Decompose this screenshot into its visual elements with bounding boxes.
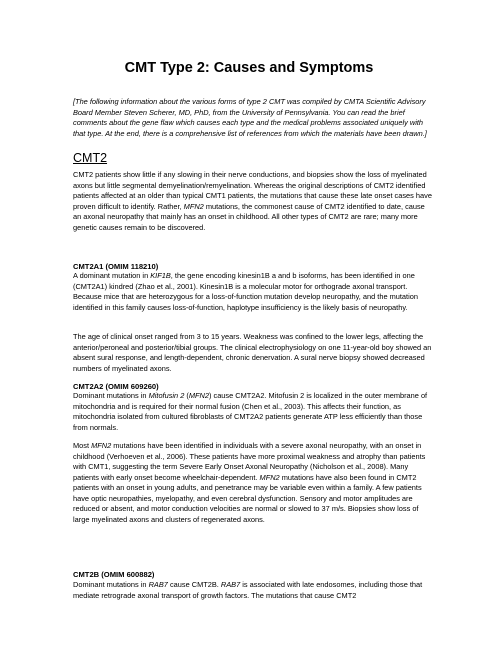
cmt2-paragraph: CMT2 patients show little if any slowing in their nerve conductions, and biopsies show the loss of myelinated axons but little segmental demyelination/remyelination. Whereas the original descriptions of CMT2 identified patients affected at an older than typical CMT1 patients, the mutations that cause these late onset cases have proven difficult to identify. Rather, MFN2 mutations, the commonest cause of CMT2 identified to date, cause an axonal neuropathy that mainly has an onset in childhood. All other types of CMT2 are rare; many more genetic causes remain to be discovered. xyxy=(73,170,432,232)
cmt2b-paragraph-1: Dominant mutations in RAB7 cause CMT2B. RAB7 is associated with late endosomes, including those that mediate retrograde axonal transport of growth factors. The mutations that cause CMT2 xyxy=(73,580,423,600)
subheading-cmt2b: CMT2B (OMIM 600882) xyxy=(73,570,155,579)
cmt2a1-paragraph-1: A dominant mutation in KIF1B, the gene encoding kinesin1B a and b isoforms, has been identified in one (CMT2A1) kindred (Zhao et al., 2001). Kinesin1B is a molecular motor for orthograde axonal transport. Because mice that are heterozygous for a loss-of-function mutation develop neuropathy, and the mutation identified in this family causes loss-of-function, haplotype insufficiency is the likely basis of neuropathy. xyxy=(73,271,418,312)
cmt2a2-paragraph-2: Most MFN2 mutations have been identified in individuals with a severe axonal neuropathy, with an onset in childhood (Verhoeven et al., 2006). These patients have more proximal weakness and atrophy than patients with CMT1, suggesting the term Severe Early Onset Axonal Neuropathy (Nicholson et al., 2008). Many patients with early onset become wheelchair-dependent. MFN2 mutations have also been found in CMT2 patients with an onset in young adults, and penetrance may be variable even within a family. A few patients have optic neuropathies, myelopathy, and even cerebral dysfunction. Sensory and motor amplitudes are reduced or absent, and motor conduction velocities are normal or slowed to 37 m/s. Biopsies show loss of large myelinated axons and clusters of regenerated axons. xyxy=(73,441,426,524)
section-heading-cmt2: CMT2 xyxy=(73,151,108,165)
subheading-cmt2a2: CMT2A2 (OMIM 609260) xyxy=(73,382,159,391)
page-title: CMT Type 2: Causes and Symptoms xyxy=(124,60,374,76)
cmt2a1-paragraph-2: The age of clinical onset ranged from 3 to 15 years. Weakness was confined to the lower legs, affecting the anterior/peroneal and posterior/tibial groups. The clinical electrophysiology on one 11-year-old boy showed an absent sural response, and length-dependent, chronic denervation. A sural nerve biopsy showed decreased numbers of myelinated axons. xyxy=(73,332,432,373)
subheading-cmt2a1: CMT2A1 (OMIM 118210) xyxy=(73,262,159,271)
cmt2a2-paragraph-1: Dominant mutations in Mitofusin 2 (MFN2) cause CMT2A2. Mitofusin 2 is localized in the outer membrane of mitochondria and is required for their normal fusion (Chen et al., 2003). This affects their function, as mitochondria isolated from cultured fibroblasts of CMT2A2 patients generate ATP less efficiently than those from normals. xyxy=(73,391,428,432)
intro-paragraph: [The following information about the various forms of type 2 CMT was compiled by CMTA Scientific Advisory Board Member Steven Scherer, MD, PhD, from the University of Pennsylvania. You can read the brief comments about the gene flaw which causes each type and the medical problems associated uniquely with that type. At the end, there is a comprehensive list of references from which the materials have been drawn.] xyxy=(73,97,427,138)
